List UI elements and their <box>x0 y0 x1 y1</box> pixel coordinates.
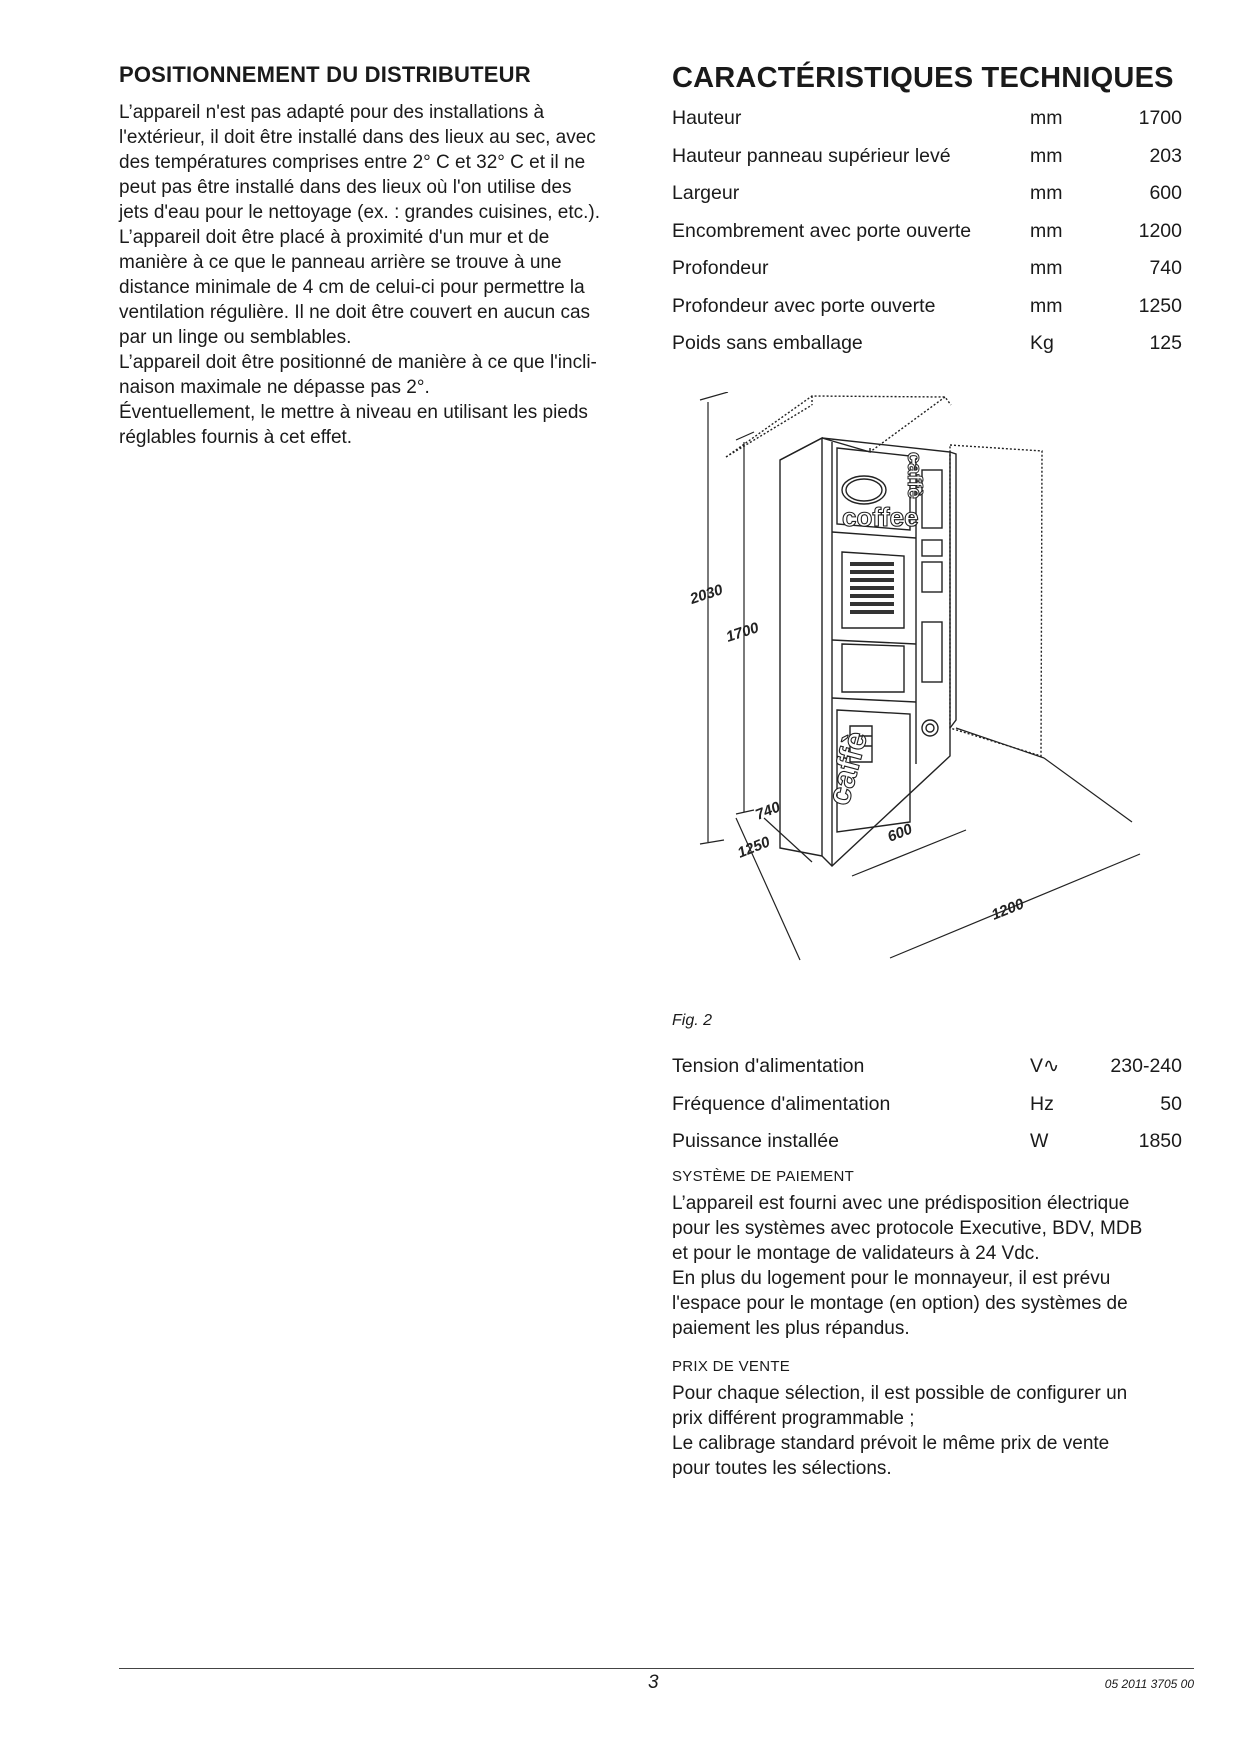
text-line: des températures comprises entre 2° C et 32° C et il ne <box>119 152 586 173</box>
page-number: 3 <box>648 1672 659 1693</box>
text-line: L’appareil doit être placé à proximité d'un mur et de <box>119 227 550 248</box>
spec-row <box>672 99 1182 137</box>
text-line: Le calibrage standard prévoit le même prix de vente <box>672 1433 1110 1454</box>
spec-value: 740 <box>1149 257 1182 279</box>
spec-unit: V∿ <box>1030 1055 1060 1077</box>
tech-specs-heading: CARACTÉRISTIQUES TECHNIQUES <box>672 62 1174 94</box>
spec-label: Tension d'alimentation <box>672 1055 865 1077</box>
dim-label-1250: 1250 <box>735 833 773 862</box>
spec-row <box>672 324 1182 362</box>
open-door-outline <box>950 445 1042 756</box>
price-heading: PRIX DE VENTE <box>672 1358 791 1375</box>
spec-unit: Hz <box>1030 1092 1054 1115</box>
spec-unit: mm <box>1030 257 1063 279</box>
spec-value: 1850 <box>1138 1130 1182 1152</box>
spec-unit: Kg <box>1030 332 1054 354</box>
dim-label-600: 600 <box>885 820 915 846</box>
spec-value: 1250 <box>1138 294 1182 317</box>
caffe-brand-text-bottom: caffè <box>819 727 875 809</box>
payment-heading: SYSTÈME DE PAIEMENT <box>672 1168 855 1185</box>
positioning-section <box>119 62 639 450</box>
tech-specs-section <box>672 62 1182 362</box>
document-code: 05 2011 3705 00 <box>1104 1677 1194 1691</box>
text-line: En plus du logement pour le monnayeur, il est prévu <box>672 1268 1111 1289</box>
spec-label: Encombrement avec porte ouverte <box>672 219 972 242</box>
text-line: L’appareil n'est pas adapté pour des installations à <box>119 102 545 123</box>
footer-divider <box>119 1668 1194 1669</box>
price-section <box>672 1358 1187 1481</box>
text-line: pour toutes les sélections. <box>672 1458 892 1479</box>
spec-label: Hauteur <box>672 107 742 129</box>
spec-label: Poids sans emballage <box>672 332 863 354</box>
electrical-specs-table <box>672 1047 1182 1160</box>
text-line: par un linge ou semblables. <box>119 327 352 348</box>
spec-label: Puissance installée <box>672 1130 839 1152</box>
spec-label: Hauteur panneau supérieur levé <box>672 144 951 167</box>
spec-label: Profondeur avec porte ouverte <box>672 294 936 317</box>
dim-line-740 <box>764 818 812 862</box>
dim-label-1200: 1200 <box>989 895 1027 924</box>
dim-label-740: 740 <box>753 798 783 824</box>
cabinet-side <box>780 438 822 856</box>
text-line: L’appareil est fourni avec une prédisposition électrique <box>672 1193 1130 1214</box>
text-line: et pour le montage de validateurs à 24 Vdc. <box>672 1243 1040 1264</box>
spec-row <box>672 1047 1182 1085</box>
text-line: réglables fournis à cet effet. <box>119 427 353 448</box>
payment-text <box>672 1191 1187 1341</box>
spec-value: 1700 <box>1138 107 1182 129</box>
spec-value: 1200 <box>1138 219 1182 242</box>
specs-table <box>672 99 1182 362</box>
text-line: paiement les plus répandus. <box>672 1318 910 1339</box>
text-line: manière à ce que le panneau arrière se trouve à une <box>119 252 562 273</box>
price-text <box>672 1381 1187 1481</box>
text-line: Éventuellement, le mettre à niveau en utilisant les pieds <box>119 402 588 423</box>
spec-label: Profondeur <box>672 257 769 279</box>
text-line: L’appareil doit être positionné de manière à ce que l'incli- <box>119 352 597 373</box>
text-line: prix différent programmable ; <box>672 1408 915 1429</box>
text-line: pour les systèmes avec protocole Executive, BDV, MDB <box>672 1218 1143 1239</box>
spec-value: 125 <box>1149 332 1182 354</box>
text-line: peut pas être installé dans des lieux où l'on utilise des <box>119 177 572 198</box>
spec-unit: W <box>1030 1130 1049 1152</box>
spec-value: 600 <box>1149 182 1182 204</box>
coffee-brand-text: coffee <box>842 502 919 532</box>
spec-unit: mm <box>1030 294 1063 317</box>
dim-label-2030: 2030 <box>687 581 725 608</box>
text-line: naison maximale ne dépasse pas 2°. <box>119 377 430 398</box>
spec-label: Fréquence d'alimentation <box>672 1092 891 1115</box>
text-line: ventilation régulière. Il ne doit être couvert en aucun cas <box>119 302 591 323</box>
spec-label: Largeur <box>672 182 740 204</box>
spec-row <box>672 174 1182 212</box>
figure-caption: Fig. 2 <box>672 1012 713 1029</box>
positioning-heading: POSITIONNEMENT DU DISTRIBUTEUR <box>119 62 531 87</box>
text-line: distance minimale de 4 cm de celui-ci pour permettre la <box>119 277 585 298</box>
spec-value: 203 <box>1149 144 1182 167</box>
spec-row <box>672 1085 1182 1123</box>
spec-row <box>672 249 1182 287</box>
spec-row <box>672 212 1182 250</box>
dimension-drawing <box>672 392 1182 992</box>
spec-row <box>672 1122 1182 1160</box>
spec-unit: mm <box>1030 144 1063 167</box>
text-line: l'extérieur, il doit être installé dans des lieux au sec, avec <box>119 127 596 148</box>
spec-value: 50 <box>1160 1092 1182 1115</box>
vending-machine-dimension-figure <box>672 392 1182 992</box>
spec-row <box>672 287 1182 325</box>
spec-value: 230-240 <box>1110 1055 1182 1077</box>
caffe-brand-text-top: caffè <box>903 452 925 499</box>
dim-label-1700: 1700 <box>723 619 761 646</box>
spec-row <box>672 137 1182 175</box>
payment-section <box>672 1168 1187 1341</box>
spec-unit: mm <box>1030 182 1063 204</box>
text-line: l'espace pour le montage (en option) des systèmes de <box>672 1293 1128 1314</box>
spec-unit: mm <box>1030 219 1063 242</box>
positioning-text <box>119 100 639 450</box>
spec-unit: mm <box>1030 107 1063 129</box>
text-line: jets d'eau pour le nettoyage (ex. : grandes cuisines, etc.). <box>119 202 601 223</box>
text-line: Pour chaque sélection, il est possible de configurer un <box>672 1383 1128 1404</box>
